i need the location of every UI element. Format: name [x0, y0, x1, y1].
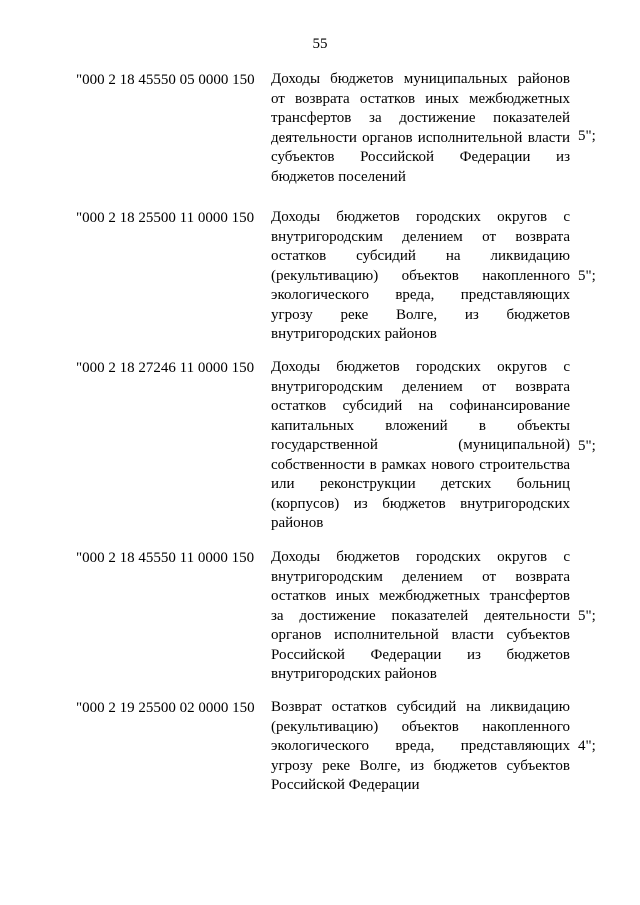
description-line: внутригородских районов: [271, 666, 437, 682]
entry-description: [271, 358, 570, 534]
description-line: капитальных вложений в объекты: [271, 417, 570, 434]
description-line: Российской Федерации: [271, 777, 420, 793]
description-line: внутригородских районов: [271, 326, 437, 342]
description-line: (рекультивацию) объектов накопленного: [271, 718, 570, 735]
description-line: Доходы бюджетов городских округов с: [271, 359, 570, 375]
entry-description: [271, 70, 570, 187]
description-line: остатков субсидий на ликвидацию: [271, 248, 570, 264]
description-line: угрозу реке Волге, из бюджетов субъектов: [271, 757, 570, 774]
description-line: деятельности органов исполнительной власти: [271, 129, 570, 146]
budget-code: "000 2 18 25500 11 0000 150: [76, 210, 255, 226]
description-line: субъектов Российской Федерации из: [271, 149, 570, 165]
description-line: за достижение показателей деятельности: [271, 607, 570, 624]
description-line: районов: [271, 515, 324, 531]
description-line: бюджетов поселений: [271, 168, 406, 185]
description-line: экологического вреда, представляющих: [271, 287, 570, 303]
description-line: (корпусов) из бюджетов внутригородских: [271, 495, 570, 512]
description-line: внутригородским делением от возврата: [271, 378, 570, 395]
entry-suffix: 4";: [578, 738, 596, 754]
description-line: экологического вреда, представляющих: [271, 738, 570, 754]
budget-code: "000 2 19 25500 02 0000 150: [76, 700, 255, 716]
list-item: [0, 70, 640, 194]
entry-suffix: 5";: [578, 268, 596, 284]
entry-description: [271, 548, 570, 685]
description-line: государственной (муниципальной): [271, 437, 570, 453]
list-item: [0, 358, 640, 534]
description-line: Российской Федерации из бюджетов: [271, 646, 570, 663]
entry-suffix: 5";: [578, 128, 596, 144]
description-line: Доходы бюджетов городских округов с: [271, 549, 570, 565]
description-line: собственности в рамках нового строительства: [271, 456, 570, 473]
description-line: угрозу реке Волге, из бюджетов: [271, 306, 570, 323]
description-line: Доходы бюджетов муниципальных районов: [271, 71, 570, 87]
budget-code-list: [0, 70, 640, 812]
list-item: [0, 548, 640, 684]
description-line: внутригородским делением от возврата: [271, 568, 570, 585]
description-line: органов исполнительной власти субъектов: [271, 627, 570, 643]
description-line: от возврата остатков иных межбюджетных: [271, 90, 570, 107]
budget-code: "000 2 18 45550 05 0000 150: [76, 72, 255, 88]
list-item: [0, 208, 640, 344]
entry-description: [271, 208, 570, 345]
page-number: 55: [312, 36, 328, 52]
description-line: трансфертов за достижение показателей: [271, 110, 570, 126]
description-line: остатков иных межбюджетных трансфертов: [271, 588, 570, 604]
list-item: [0, 698, 640, 798]
description-line: Доходы бюджетов городских округов с: [271, 209, 570, 225]
description-line: или реконструкции детских больниц: [271, 476, 570, 492]
description-line: Возврат остатков субсидий на ликвидацию: [271, 699, 570, 715]
entry-suffix: 5";: [578, 608, 596, 624]
budget-code: "000 2 18 27246 11 0000 150: [76, 360, 255, 376]
budget-code: "000 2 18 45550 11 0000 150: [76, 550, 255, 566]
description-line: внутригородским делением от возврата: [271, 228, 570, 245]
description-line: (рекультивацию) объектов накопленного: [271, 267, 570, 284]
description-line: остатков субсидий на софинансирование: [271, 398, 570, 414]
entry-suffix: 5";: [578, 438, 596, 454]
entry-description: [271, 698, 570, 796]
